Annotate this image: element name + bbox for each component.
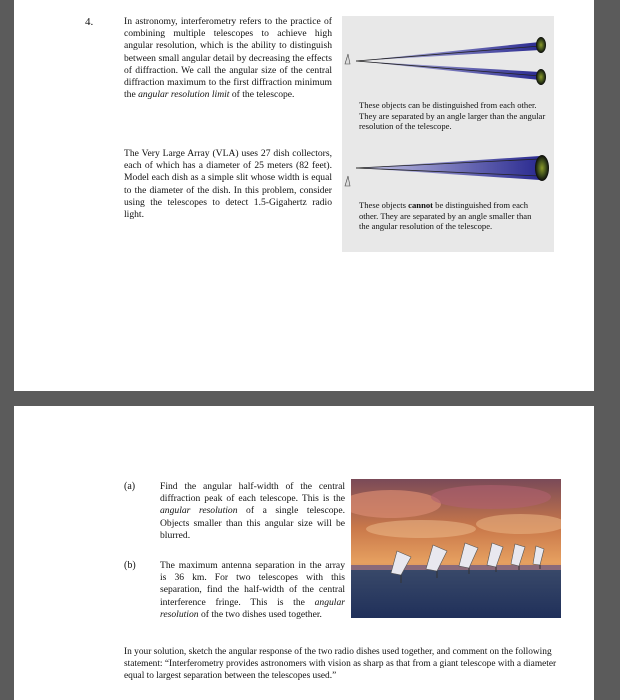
part-a-term: angular resolution: [160, 505, 238, 517]
part-b-label: (b): [124, 560, 136, 571]
question-number: 4.: [85, 16, 94, 28]
part-b-text-1: The maximum antenna separation in the array is 36 km. For two telescopes with this separation, find the half-width of the central interference fringe. This is the: [160, 560, 345, 608]
page-frame-top: [0, 0, 14, 405]
caption-distinguishable: These objects can be distinguished from each other. They are separated by an angle larger than the angular resolution of the telescope.: [359, 100, 546, 132]
intro-term: angular resolution limit: [138, 89, 230, 101]
caption-bold: cannot: [408, 200, 434, 210]
part-a-label: (a): [124, 481, 136, 492]
caption-text-1: These objects: [359, 200, 409, 210]
part-b-term: angular resolution: [160, 596, 345, 620]
part-a-text: [160, 481, 345, 542]
page-frame-left-2: [0, 391, 14, 700]
part-a-text-2: of a single telescope. Objects smaller than this angular size will be blurred.: [160, 505, 345, 541]
page-frame-right: [594, 0, 620, 405]
distinguishable-diagram: [345, 37, 546, 85]
intro-text-2: of the telescope.: [229, 89, 295, 101]
vla-photo: [351, 479, 561, 618]
caption-indistinguishable: [359, 200, 539, 232]
intro-text-1: In astronomy, interferometry refers to the practice of combining multiple telescopes to achieve high angular resolution, which is the ability to distinguish between small angular detail by decreasing the effects of diffraction. We call the angular size of the central diffraction maximum to the first diffraction minimum the: [124, 16, 332, 101]
indistinguishable-diagram: [345, 155, 549, 186]
vla-paragraph: The Very Large Array (VLA) uses 27 dish collectors, each of which has a diameter of 25 meters (82 feet). Model each dish as a simple slit whose width is equal to the diameter of the dish. In this problem, consider using the telescopes to detect 1.5-Gigahertz radio light.: [124, 148, 332, 221]
final-paragraph: In your solution, sketch the angular response of the two radio dishes used together, and comment on the following statement: “Interferometry provides astronomers with vision as sharp as that from a giant telescope with a diameter equal to largest separation between the telescopes used.”: [124, 647, 557, 681]
part-a-text-1: Find the angular half-width of the central diffraction peak of each telescope. This is the: [160, 481, 345, 505]
intro-paragraph: [124, 16, 332, 101]
resolution-figure: [342, 16, 554, 252]
part-b-text: [160, 560, 345, 621]
caption-text-2: be distinguished from each other. They are separated by an angle smaller than the angular resolution of the telescope.: [359, 200, 532, 232]
page-frame-right-2: [594, 391, 620, 700]
page-gap: [0, 391, 620, 406]
part-b-text-2: of the two dishes used together.: [198, 608, 322, 620]
